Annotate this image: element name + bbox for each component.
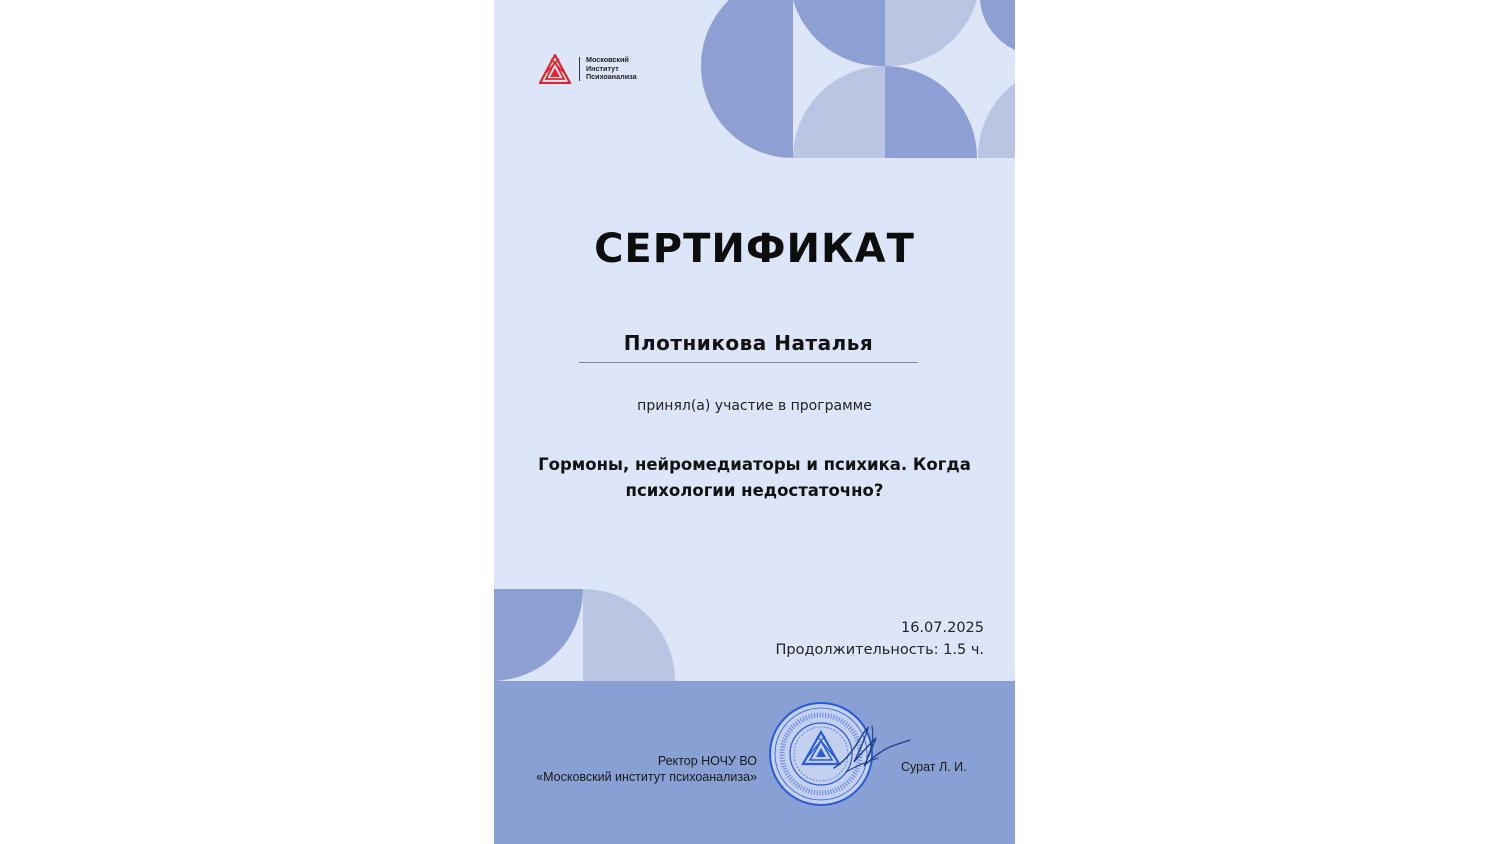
rector-title <box>536 753 757 785</box>
rector-line-2: «Московский институт психоанализа» <box>536 770 757 784</box>
recipient-name: Плотникова Наталья <box>623 331 874 355</box>
logo-line-2: Институт <box>586 63 619 73</box>
certificate-page <box>494 0 1015 844</box>
bottom-decoration <box>494 588 694 682</box>
rector-signature <box>832 722 912 778</box>
logo-triangle-icon <box>539 54 571 84</box>
institute-logo <box>539 54 656 84</box>
signer-name: Сурат Л. И. <box>901 760 967 774</box>
certificate-title: СЕРТИФИКАТ <box>594 226 915 272</box>
logo-divider <box>579 57 580 81</box>
program-duration: Продолжительность: 1.5 ч. <box>775 642 984 658</box>
name-underline <box>579 362 918 363</box>
participation-text: принял(а) участие в программе <box>637 398 872 414</box>
logo-text <box>586 56 656 81</box>
program-title-line-2: психологии недостаточно? <box>625 481 884 500</box>
program-title <box>524 452 985 504</box>
issue-date: 16.07.2025 <box>900 620 984 636</box>
rector-line-1: Ректор НОЧУ ВО <box>657 754 757 768</box>
logo-line-3: Психоанализа <box>586 72 637 82</box>
logo-line-1: Московский <box>586 55 629 65</box>
program-title-line-1: Гормоны, нейромедиаторы и психика. Когда <box>538 455 971 474</box>
